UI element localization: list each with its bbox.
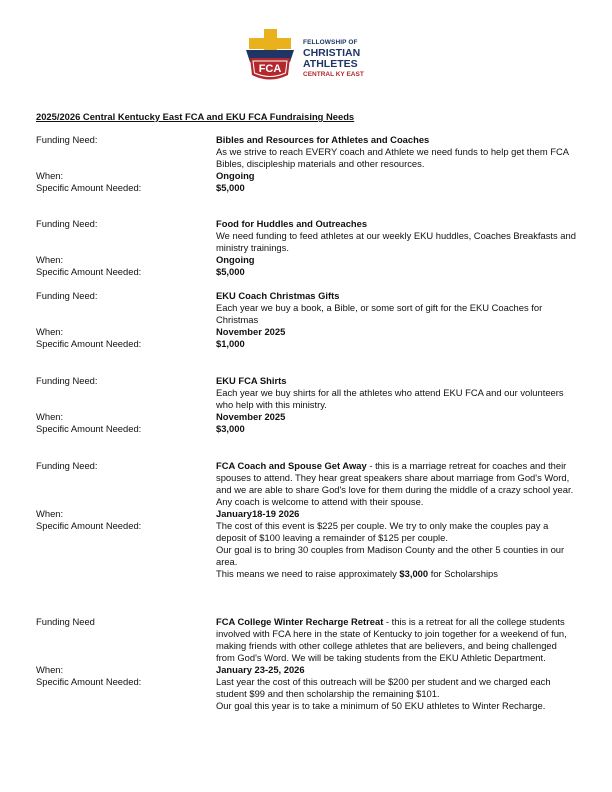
when-value: November 2025 — [216, 411, 286, 422]
amount-detail-line: Our goal is to bring 30 couples from Madison County and the other 5 counties in our area. — [216, 544, 565, 567]
funding-need-description: - this is a retreat for all the college students involved with FCA here in the state of Kentucky to join together for a weekend of fun, making friends with other college athletes that are believers, and being challenged from God's Word. We will be taking students from the EKU Athletic Department. — [216, 616, 567, 663]
funding-need-description: Each year we buy shirts for all the athletes who attend EKU FCA and our volunteers who help with this ministry. — [216, 387, 564, 410]
funding-need-name: Bibles and Resources for Athletes and Coaches — [216, 134, 430, 145]
funding-need-5 — [36, 460, 581, 580]
funding-need-name: FCA Coach and Spouse Get Away — [216, 460, 367, 471]
funding-need-label: Funding Need: — [36, 218, 98, 229]
funding-need-description: As we strive to reach EVERY coach and Athlete we need funds to help get them FCA Bibles, discipleship materials and other resources. — [216, 146, 569, 169]
funding-need-3 — [36, 290, 581, 350]
logo-text — [303, 38, 364, 80]
when-value: January18-19 2026 — [216, 508, 300, 519]
raise-amount: $3,000 — [399, 568, 429, 579]
amount-detail-line: The cost of this event is $225 per couple. We try to only make the couples pay a deposit of $100 leaving a remainder of $125 per couple. — [216, 520, 549, 543]
when-label: When: — [36, 170, 64, 181]
when-value: November 2025 — [216, 326, 286, 337]
when-value: Ongoing — [216, 170, 255, 181]
fca-logo — [240, 28, 380, 84]
funding-need-name: FCA College Winter Recharge Retreat — [216, 616, 384, 627]
when-label: When: — [36, 411, 64, 422]
funding-need-name: EKU FCA Shirts — [216, 375, 287, 386]
logo-line-fellowship: FELLOWSHIP OF — [303, 39, 358, 46]
funding-need-2 — [36, 218, 581, 278]
logo-line-region: CENTRAL KY EAST — [303, 71, 364, 78]
funding-need-name: EKU Coach Christmas Gifts — [216, 290, 340, 301]
amount-value: $1,000 — [216, 338, 245, 349]
amount-detail-line: Last year the cost of this outreach will be $200 per student and we charged each student $99 and then scholarship the remaining $101. — [216, 676, 551, 699]
funding-need-description: - this is a marriage retreat for coaches and their spouses to attend. They hear great speakers share about marriage from God's Word, and we are able to share God's love for them during the middle of a crazy school year. Any coach is welcome to attend with their spouse. — [216, 460, 574, 507]
funding-need-label: Funding Need: — [36, 375, 98, 386]
logo-line-christian: CHRISTIAN — [303, 47, 361, 59]
amount-label: Specific Amount Needed: — [36, 182, 142, 193]
logo-line-athletes: ATHLETES — [303, 58, 358, 70]
when-label: When: — [36, 254, 64, 265]
funding-need-label: Funding Need: — [36, 290, 98, 301]
amount-label: Specific Amount Needed: — [36, 266, 142, 277]
funding-need-label: Funding Need: — [36, 134, 98, 145]
funding-need-4 — [36, 375, 581, 435]
raise-post-text: for Scholarships — [428, 568, 498, 579]
funding-need-label: Funding Need: — [36, 460, 98, 471]
funding-need-label: Funding Need — [36, 616, 95, 627]
when-value: Ongoing — [216, 254, 255, 265]
amount-label: Specific Amount Needed: — [36, 423, 142, 434]
funding-need-6 — [36, 616, 581, 712]
amount-value: $5,000 — [216, 266, 245, 277]
amount-detail-line: Our goal this year is to take a minimum of 50 EKU athletes to Winter Recharge. — [216, 700, 546, 711]
raise-pre-text: This means we need to raise approximately — [216, 568, 400, 579]
amount-value: $3,000 — [216, 423, 245, 434]
funding-need-description: We need funding to feed athletes at our weekly EKU huddles, Coaches Breakfasts and ministry trainings. — [216, 230, 576, 253]
amount-raise-line — [216, 568, 576, 580]
amount-label: Specific Amount Needed: — [36, 520, 142, 531]
amount-label: Specific Amount Needed: — [36, 338, 142, 349]
when-value: January 23-25, 2026 — [216, 664, 305, 675]
funding-need-description: Each year we buy a book, a Bible, or some sort of gift for the EKU Coaches for Christmas — [216, 302, 543, 325]
amount-value: $5,000 — [216, 182, 245, 193]
when-label: When: — [36, 508, 64, 519]
when-label: When: — [36, 664, 64, 675]
when-label: When: — [36, 326, 64, 337]
funding-need-1 — [36, 134, 581, 194]
funding-need-name: Food for Huddles and Outreaches — [216, 218, 368, 229]
fca-badge-text: FCA — [258, 63, 282, 75]
document-title: 2025/2026 Central Kentucky East FCA and EKU FCA Fundraising Needs — [36, 111, 355, 122]
amount-label: Specific Amount Needed: — [36, 676, 142, 687]
fca-cross-shield-icon — [240, 28, 300, 84]
